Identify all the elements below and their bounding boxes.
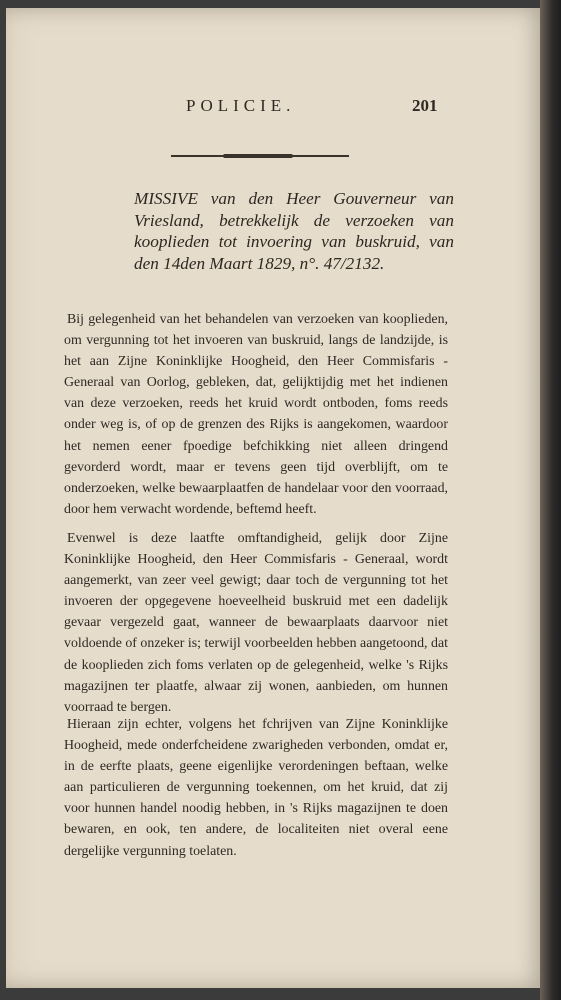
missive-title: MISSIVE van den Heer Gouverneur van Vriesland, betrekkelijk de verzoeken van kooplieden tot invoering van buskruid, van den 14den Maart 1829, n°. 47/2132. — [134, 189, 454, 273]
book-spine — [540, 0, 561, 1000]
running-title: POLICIE. — [186, 96, 296, 115]
paragraph-text: Bij gelegenheid van het behandelen van verzoeken van kooplieden, om vergunning tot het invoeren van buskruid, langs de landzijde, is het aan Zijne Koninklijke Hoogheid, den Heer Commisfaris - Generaal van Oorlog, gebleken, dat, gelijktijdig met het indienen van deze verzoeken, reeds het kruid wordt ontboden, foms reeds onder weg is, of op de grenzen des Rijks is aangekomen, waardoor het nemen eener fpoedige befchikking niet alleen dringend gevorderd wordt, maar er tevens geen tijd overblijft, om te onderzoeken, welke bewaarplaatfen de handelaar voor den voorraad, door hem verwacht wordende, beftemd heeft. — [64, 312, 448, 517]
paragraph-2 — [64, 528, 448, 718]
decorative-rule — [171, 155, 349, 157]
book-page — [6, 8, 544, 988]
paragraph-1 — [64, 309, 448, 520]
paragraph-text: Hieraan zijn echter, volgens het fchrijven van Zijne Koninklijke Hoogheid, mede onderfcheidene zwarigheden verbonden, omdat er, in de eerfte plaats, geene eigenlijke verordeningen beftaan, welke aan particulieren de vergunning toekennen, om het kruid, dat zij voor hunnen handel noodig hebben, in 's Rijks magazijnen te doen bewaren, en ook, ten andere, de localiteiten niet overal eene dergelijke vergunning toelaten. — [64, 717, 448, 859]
paragraph-3 — [64, 714, 448, 862]
paragraph-text: Evenwel is deze laatfte omftandigheid, gelijk door Zijne Koninklijke Hoogheid, den Heer Commisfaris - Generaal, wordt aangemerkt, van zeer veel gewigt; daar toch de vergunning tot het invoeren der opgegevene hoeveelheid buskruid met een dadelijk gevaar vergezeld gaat, wanneer de bewaarplaats daarvoor niet voldoende of onzeker is; terwijl voorbeelden hebben aangetoond, dat de kooplieden zich foms verlaten op de gelegenheid, welke 's Rijks magazijnen ter plaatfe, alwaar zij wonen, aanbieden, om hunnen voorraad te bergen. — [64, 531, 448, 715]
page-number: 201 — [412, 96, 438, 115]
